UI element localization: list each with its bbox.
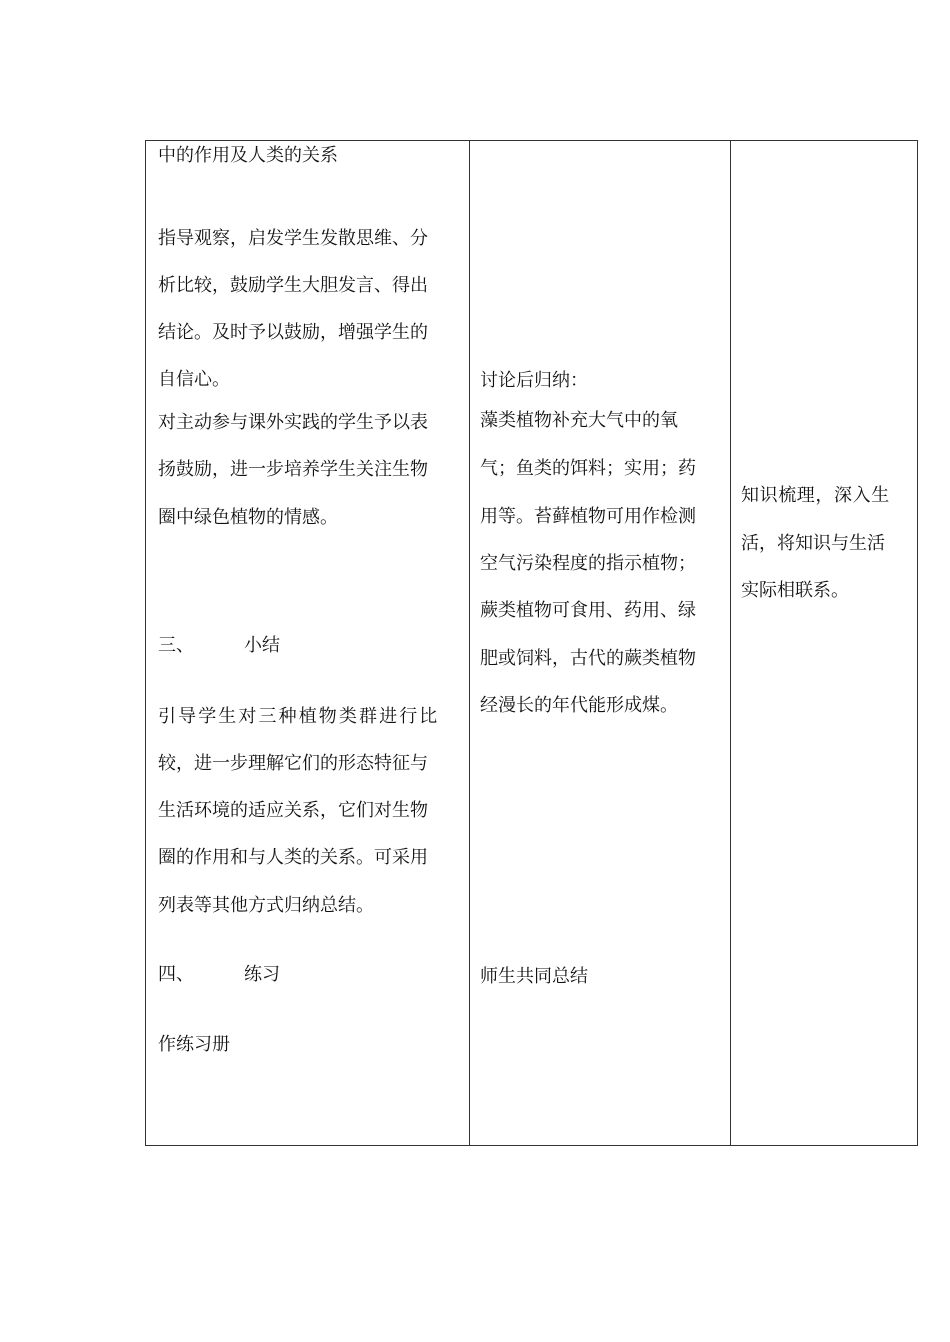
encourage-line-3: 圈中绿色植物的情感。 xyxy=(158,507,338,528)
section-title: 练习 xyxy=(244,964,280,985)
student-activity-column xyxy=(469,141,731,1145)
section-heading-summary xyxy=(158,622,280,670)
summary-line-4: 圈的作用和与人类的关系。可采用 xyxy=(158,847,428,868)
guide-line-2: 析比较，鼓励学生大胆发言、得出 xyxy=(158,275,428,296)
discussion-line-6: 蕨类植物可食用、药用、绿 xyxy=(480,600,696,621)
encourage-line-1: 对主动参与课外实践的学生予以表 xyxy=(158,412,428,433)
section-number: 三、 xyxy=(158,635,194,656)
discussion-line-3: 气；鱼类的饵料；实用；药 xyxy=(480,458,696,479)
guide-line-1: 指导观察，启发学生发散思维、分 xyxy=(158,228,428,249)
summary-line-3: 生活环境的适应关系，它们对生物 xyxy=(158,800,428,821)
intro-line: 中的作用及人类的关系 xyxy=(158,145,338,166)
summary-line-2: 较，进一步理解它们的形态特征与 xyxy=(158,753,428,774)
design-intent-column xyxy=(730,141,917,1145)
guide-line-4: 自信心。 xyxy=(158,369,230,390)
summary-line-5: 列表等其他方式归纳总结。 xyxy=(158,895,374,916)
discussion-line-8: 经漫长的年代能形成煤。 xyxy=(480,695,678,716)
discussion-line-1: 讨论后归纳： xyxy=(480,370,588,391)
exercise-line: 作练习册 xyxy=(158,1034,230,1055)
intent-line-3: 实际相联系。 xyxy=(741,580,849,601)
intent-line-2: 活，将知识与生活 xyxy=(741,533,885,554)
intent-line-1: 知识梳理，深入生 xyxy=(741,485,890,506)
discussion-line-2: 藻类植物补充大气中的氧 xyxy=(480,410,678,431)
section-heading-exercise xyxy=(158,951,280,999)
discussion-line-7: 肥或饲料，古代的蕨类植物 xyxy=(480,648,696,669)
lesson-table xyxy=(145,140,918,1146)
discussion-line-4: 用等。苔藓植物可用作检测 xyxy=(480,506,696,527)
summary-line-1: 引导学生对三种植物类群进行比 xyxy=(158,706,440,727)
section-title: 小结 xyxy=(244,635,280,656)
closing-line: 师生共同总结 xyxy=(480,966,588,987)
encourage-line-2: 扬鼓励，进一步培养学生关注生物 xyxy=(158,459,428,480)
section-number: 四、 xyxy=(158,964,194,985)
guide-line-3: 结论。及时予以鼓励，增强学生的 xyxy=(158,322,428,343)
teacher-activity-column xyxy=(146,141,470,1145)
discussion-line-5: 空气污染程度的指示植物； xyxy=(480,553,696,574)
